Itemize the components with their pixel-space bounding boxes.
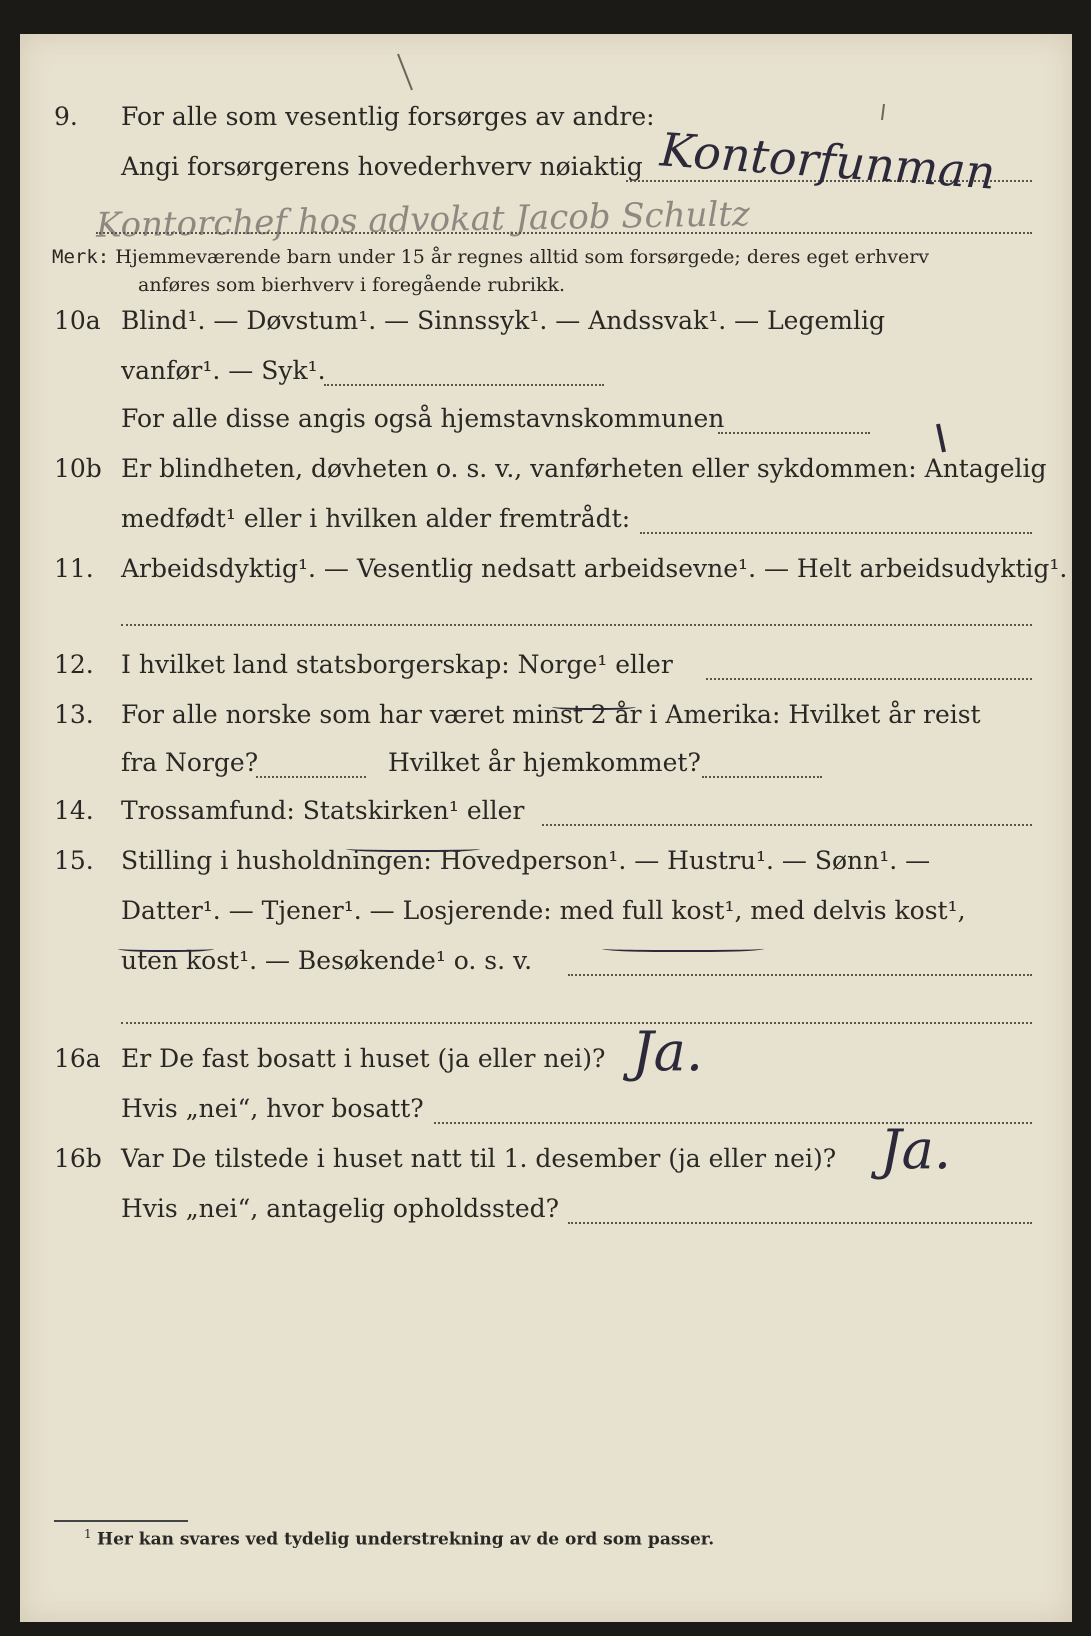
question-number: 12. [54, 650, 94, 679]
question-13-line-2 [20, 748, 1072, 784]
footnote-rule [54, 1520, 188, 1522]
question-15-line-2 [20, 896, 1072, 932]
question-text: Angi forsørgerens hovederhverv nøiaktig [121, 152, 643, 181]
question-10a-line-2 [20, 356, 1072, 392]
underline-mark-datter [118, 944, 214, 952]
note-text: anføres som bierhverv i foregående rubrikk. [138, 274, 566, 296]
question-10a-line-3 [20, 404, 1072, 440]
question-text: vanfør¹. — Syk¹. [121, 356, 326, 385]
question-text: For alle disse angis også hjemstavnskommunen [121, 404, 725, 433]
question-12 [20, 650, 1072, 686]
answer-line [96, 232, 1032, 234]
census-form-page [20, 34, 1072, 1622]
question-number: 9. [54, 102, 78, 131]
note-merk-line-2 [138, 274, 1091, 296]
question-text: For alle som vesentlig forsørges av andre: [121, 102, 655, 131]
question-13 [20, 700, 1072, 736]
answer-line [702, 776, 822, 778]
question-text: uten kost¹. — Besøkende¹ o. s. v. [121, 946, 533, 975]
question-text: Stilling i husholdningen: Hovedperson¹. — Hustru¹. — Sønn¹. — [121, 846, 931, 875]
footnote-marker: 1 [84, 1527, 92, 1541]
question-16a [20, 1044, 1072, 1080]
question-text: fra Norge? [121, 748, 259, 777]
question-text: Hvis „nei“, antagelig opholdssted? [121, 1194, 560, 1223]
question-11 [20, 554, 1072, 590]
question-number: 11. [54, 554, 94, 583]
question-text: For alle norske som har været minst 2 år i Amerika: Hvilket år reist [121, 700, 981, 729]
note-text: Hjemmeværende barn under 15 år regnes alltid som forsørgede; deres eget erhverv [115, 246, 930, 268]
question-text: medfødt¹ eller i hvilken alder fremtrådt: [121, 504, 631, 533]
answer-line [568, 974, 1032, 976]
question-text: I hvilket land statsborgerskap: Norge¹ eller [121, 650, 673, 679]
question-10b [20, 454, 1072, 490]
answer-line [324, 384, 604, 386]
question-9 [20, 102, 1072, 138]
question-14 [20, 796, 1072, 832]
answer-line [256, 776, 366, 778]
question-number: 13. [54, 700, 94, 729]
pencil-annotation-9: Kontorchef hos advokat Jacob Schultz [95, 194, 751, 246]
answer-line [718, 432, 870, 434]
handwritten-answer-9: Kontorfunman [658, 122, 998, 200]
question-text: Er blindheten, døvheten o. s. v., vanførheten eller sykdommen: Antagelig [121, 454, 1047, 483]
footnote-text: Her kan svares ved tydelig understrekning av de ord som passer. [97, 1529, 715, 1550]
note-merk [52, 246, 1042, 268]
question-number: 16b [54, 1144, 102, 1173]
note-label: Merk: [52, 246, 110, 268]
question-number: 10a [54, 306, 101, 335]
question-text: Datter¹. — Tjener¹. — Losjerende: med full kost¹, med delvis kost¹, [121, 896, 966, 925]
footnote [84, 1527, 714, 1550]
answer-line [121, 624, 1032, 626]
question-text: Arbeidsdyktig¹. — Vesentlig nedsatt arbeidsevne¹. — Helt arbeidsudyktig¹. [121, 554, 1068, 583]
answer-line [640, 532, 1032, 534]
question-text: Hvilket år hjemkommet? [388, 748, 701, 777]
question-text: Blind¹. — Døvstum¹. — Sinnssyk¹. — Andssvak¹. — Legemlig [121, 306, 885, 335]
handwritten-answer-16b: Ja. [880, 1118, 952, 1181]
underline-mark-statskirken [346, 844, 480, 852]
answer-line [121, 1022, 1032, 1024]
question-number: 10b [54, 454, 102, 483]
answer-line [706, 678, 1032, 680]
question-text: Hvis „nei“, hvor bosatt? [121, 1094, 424, 1123]
question-text: Var De tilstede i huset natt til 1. desember (ja eller nei)? [121, 1144, 837, 1173]
underline-mark-full-kost [602, 944, 764, 952]
question-number: 15. [54, 846, 94, 875]
answer-line [568, 1222, 1032, 1224]
handwritten-answer-16a: Ja. [632, 1020, 704, 1083]
question-15 [20, 846, 1072, 882]
question-text: Trossamfund: Statskirken¹ eller [121, 796, 525, 825]
question-10b-line-2 [20, 504, 1072, 540]
question-16b-line-2 [20, 1194, 1072, 1230]
question-number: 14. [54, 796, 94, 825]
answer-line [542, 824, 1032, 826]
question-10a [20, 306, 1072, 342]
question-number: 16a [54, 1044, 101, 1073]
underline-mark-norge [552, 702, 636, 710]
question-text: Er De fast bosatt i huset (ja eller nei)? [121, 1044, 606, 1073]
